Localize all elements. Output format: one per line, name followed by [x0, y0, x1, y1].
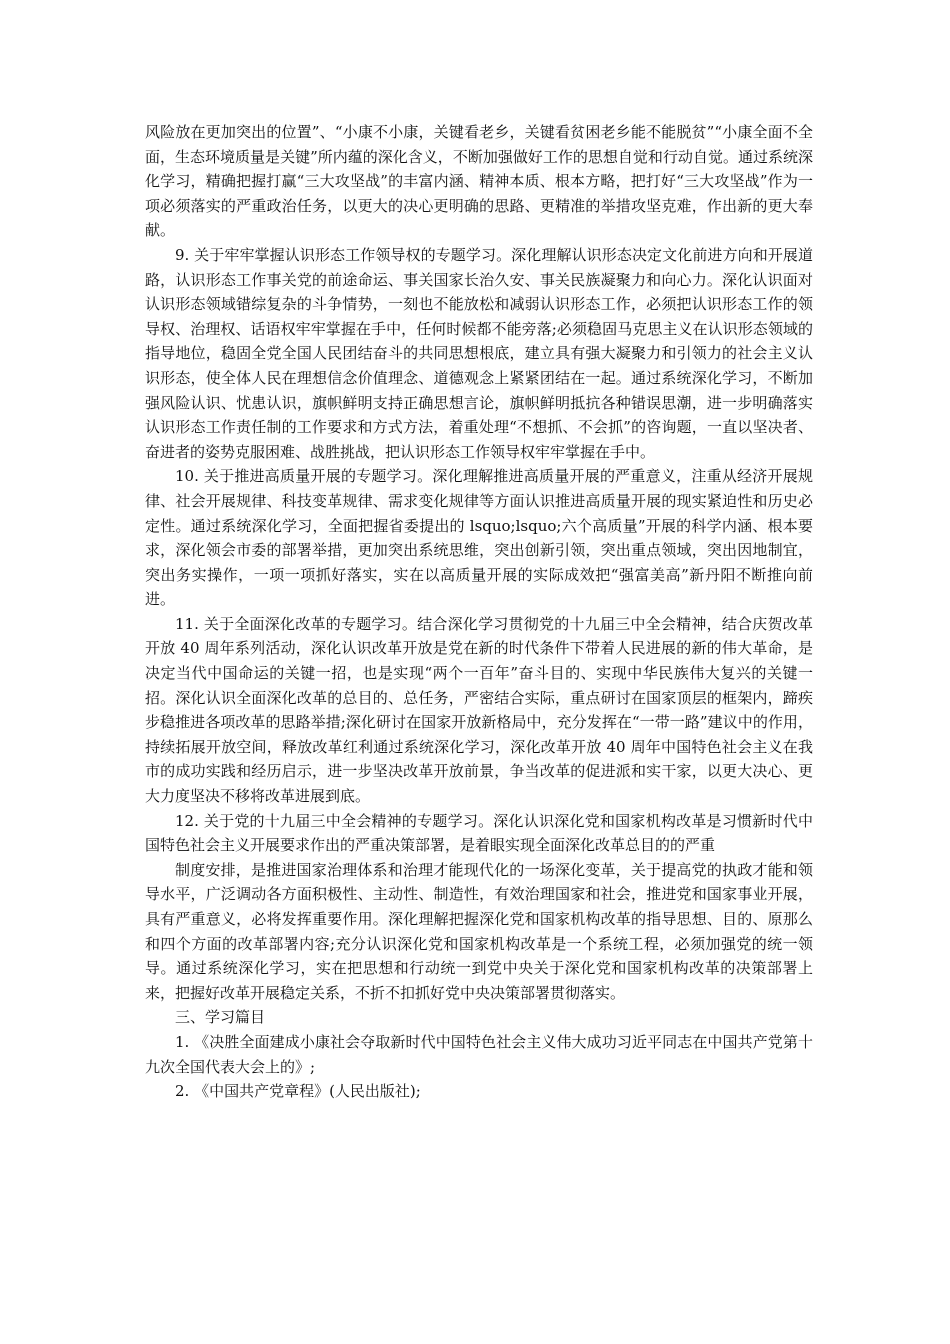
paragraph-item-12: 12. 关于党的十九届三中全会精神的专题学习。深化认识深化党和国家机构改革是习惯新时代中国特色社会主义开展要求作出的严重决策部署，是着眼实现全面深化改革总目的的严重 [145, 811, 813, 855]
paragraph-item-10: 10. 关于推进高质量开展的专题学习。深化理解推进高质量开展的严重意义，注重从经济开展规律、社会开展规律、科技变革规律、需求变化规律等方面认识推进高质量开展的现实紧迫性和历史必定性。通过系统深化学习，全面把握省委提出的 lsquo;lsquo;六个高质量”开展的科学内涵、根本要求，深化领会市委的部署举措，更加突出系统思维，突出创新引领，突出重点领域，突出因地制宜，突出务实操作，一项一项抓好落实，实在以高质量开展的实际成效把“强富美高”新丹阳不断推向前进。 [145, 467, 813, 609]
document-page [145, 120, 813, 1104]
paragraph-item-9: 9. 关于牢牢掌握认识形态工作领导权的专题学习。深化理解认识形态决定文化前进方向和开展道路，认识形态工作事关党的前途命运、事关国家长治久安、事关民族凝聚力和向心力。深化认识面对认识形态领域错综复杂的斗争情势，一刻也不能放松和减弱认识形态工作，必须把认识形态工作的领导权、治理权、话语权牢牢掌握在手中，任何时候都不能旁落;必须稳固马克思主义在认识形态领域的指导地位，稳固全党全国人民团结奋斗的共同思想根底，建立具有强大凝聚力和引领力的社会主义认识形态，使全体人民在理想信念价值理念、道德观念上紧紧团结在一起。通过系统深化学习，不断加强风险认识、忧患认识，旗帜鲜明支持正确思想言论，旗帜鲜明抵抗各种错误思潮，进一步明确落实认识形态工作责任制的工作要求和方式方法，着重处理“不想抓、不会抓”的咨询题，一直以坚决者、奋进者的姿势克服困难、战胜挑战，把认识形态工作领导权牢牢掌握在手中。 [145, 245, 813, 461]
paragraph-continuation: 风险放在更加突出的位置”、“小康不小康，关键看老乡，关键看贫困老乡能不能脱贫”“小康全面不全面，生态环境质量是关键”所内蕴的深化含义，不断加强做好工作的思想自觉和行动自觉。通过系统深化学习，精确把握打赢“三大攻坚战”的丰富内涵、精神本质、根本方略，把打好“三大攻坚战”作为一项必须落实的严重政治任务，以更大的决心更明确的思路、更精准的举措攻坚克难，作出新的更大奉献。 [145, 123, 813, 240]
study-list-item-1: 1. 《决胜全面建成小康社会夺取新时代中国特色社会主义伟大成功习近平同志在中国共产党第十九次全国代表大会上的》; [145, 1032, 813, 1076]
section-heading-study-list: 三、学习篇目 [175, 1008, 266, 1027]
study-list-item-2: 2. 《中国共产党章程》(人民出版社); [175, 1082, 421, 1101]
paragraph-item-11: 11. 关于全面深化改革的专题学习。结合深化学习贯彻党的十九届三中全会精神，结合庆贺改革开放 40 周年系列活动，深化认识改革开放是党在新的时代条件下带着人民进展的新的伟大革命，是决定当代中国命运的关键一招，也是实现“两个一百年”奋斗目的、实现中华民族伟大复兴的关键一招。深化认识全面深化改革的总目的、总任务，严密结合实际，重点研讨在国家顶层的框架内，蹄疾步稳推进各项改革的思路举措;深化研讨在国家开放新格局中，充分发挥在“一带一路”建议中的作用，持续拓展开放空间，释放改革红利通过系统深化学习，深化改革开放 40 周年中国特色社会主义在我市的成功实践和经历启示，进一步坚决改革开放前景，争当改革的促进派和实干家，以更大决心、更大力度坚决不移将改革进展到底。 [145, 614, 813, 806]
paragraph-item-12-continued: 制度安排，是推进国家治理体系和治理才能现代化的一场深化变革，关于提高党的执政才能和领导水平，广泛调动各方面积极性、主动性、制造性，有效治理国家和社会，推进党和国家事业开展，具有严重意义，必将发挥重要作用。深化理解把握深化党和国家机构改革的指导思想、目的、原那么和四个方面的改革部署内容;充分认识深化党和国家机构改革是一个系统工程，必须加强党的统一领导。通过系统深化学习，实在把思想和行动统一到党中央关于深化党和国家机构改革的决策部署上来，把握好改革开展稳定关系，不折不扣抓好党中央决策部署贯彻落实。 [145, 860, 813, 1002]
